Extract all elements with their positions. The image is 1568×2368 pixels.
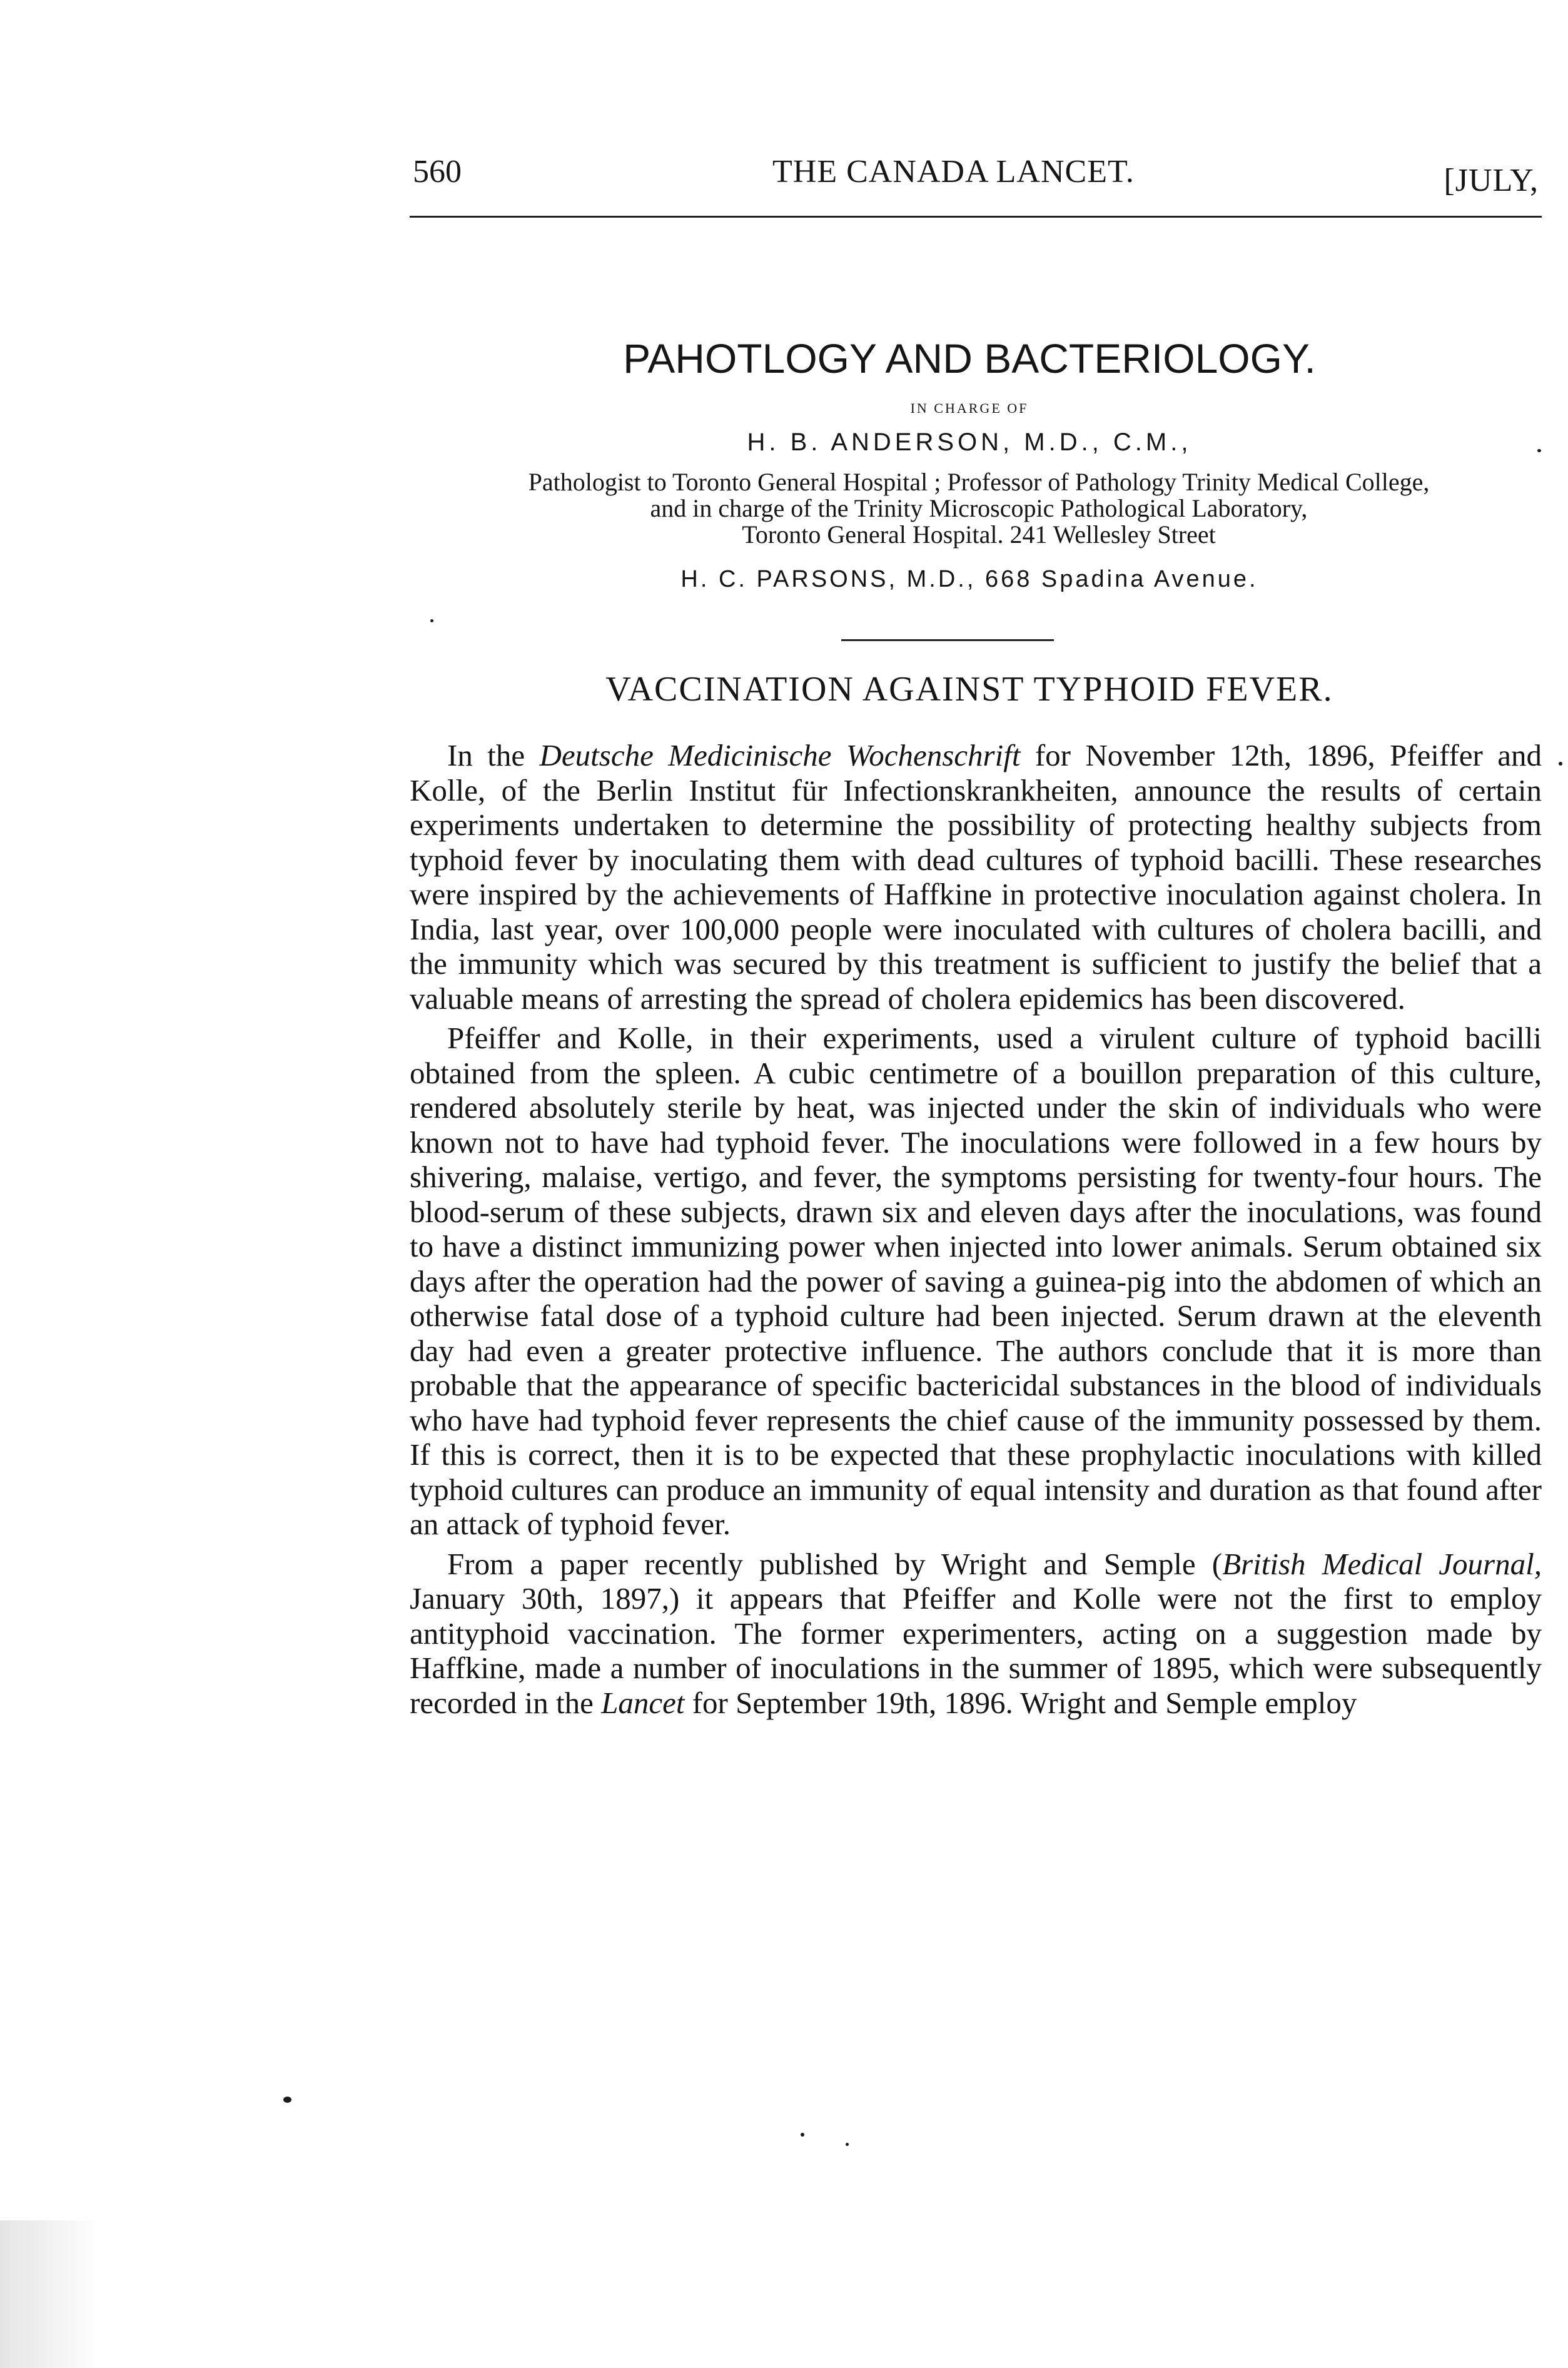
article-paragraph: Pfeiffer and Kolle, in their experiments, used a virulent culture of typhoid bacilli obtained from the spleen. A cubic centimetre of a bouillon preparation of this culture, rendered absolutely sterile by heat, was injected under the skin of individuals who were known not to have had typhoid fever. The inoculations were followed in a few hours by shivering, malaise, vertigo, and fever, the symptoms persisting for twenty-four hours. The blood-serum of these subjects, drawn six and eleven days after the inoculations, was found to have a distinct immunizing power when injected into lower animals. Serum obtained six days after the operation had the power of saving a guinea-pig into the abdomen of which an otherwise fatal dose of a typhoid culture had been injected. Serum drawn at the eleventh day had even a greater protective influence. The authors conclude that it is more than probable that the appearance of specific bactericidal substances in the blood of individuals who have had typhoid fever represents the chief cause of the immunity possessed by them. If this is correct, then it is to be expected that these prophylactic inoculations with killed typhoid cultures can produce an immunity of equal intensity and duration as that found after an attack of typhoid fever. <box>410 1021 1542 1541</box>
paragraph-text: for November 12th, 1896, Pfeiffer and Kolle, of the Berlin Institut für Infectionskrankheiten, announce the results of certain experiments undertaken to determine the possibility of protecting healthy subjects from typhoid fever by inoculating them with dead cultures of typhoid bacilli. These researches were inspired by the achievements of Haffkine in protective inoculation against cholera. In India, last year, over 100,000 people were inoculated with cultures of cholera bacilli, and the immunity which was secured by this treatment is sufficient to justify the belief that a valuable means of arresting the spread of cholera epidemics has been discovered. <box>410 738 1542 1016</box>
in-charge-label: IN CHARGE OF <box>910 400 1029 416</box>
journal-name-italic: Deutsche Medicinische Wochenschrift <box>539 738 1021 772</box>
editor-credential-line: Toronto General Hospital. 241 Wellesley Street <box>742 520 1216 549</box>
journal-title: THE CANADA LANCET. <box>772 154 1135 190</box>
paragraph-text: for September 19th, 1896. Wright and Semple employ <box>684 1685 1357 1720</box>
editor-name: H. B. ANDERSON, M.D., C.M., <box>747 428 1192 456</box>
speck-mark <box>1559 762 1562 766</box>
editor-credentials <box>407 469 1551 548</box>
article-body <box>410 738 1542 1720</box>
paragraph-text: In the <box>447 738 540 772</box>
speck-mark <box>283 2097 291 2103</box>
speck-mark <box>1537 449 1541 452</box>
article-paragraph <box>410 1547 1542 1721</box>
journal-name-italic: British Medical Journal, <box>1222 1546 1542 1581</box>
page-number: 560 <box>413 154 462 190</box>
speck-mark <box>430 619 433 622</box>
scan-edge-shadow <box>0 2220 100 2368</box>
running-head <box>413 153 1539 203</box>
speck-mark <box>801 2133 804 2137</box>
second-editor: H. C. PARSONS, M.D., 668 Spadina Avenue. <box>680 566 1258 592</box>
journal-name-italic: Lancet <box>601 1685 685 1720</box>
editor-credential-line: and in charge of the Trinity Microscopic Pathological Laboratory, <box>650 494 1308 522</box>
issue-month: [JULY, <box>1444 163 1539 198</box>
title-rule <box>841 639 1054 641</box>
section-heading: PAHOTLOGY AND BACTERIOLOGY. <box>623 335 1316 382</box>
article-paragraph <box>410 738 1542 1016</box>
header-rule <box>410 216 1542 218</box>
paragraph-text: January 30th, 1897,) it appears that Pfeiffer and Kolle were not the first to employ antityphoid vaccination. The former experimenters, acting on a suggestion made by Haffkine, made a number of inoculations in the summer of 1895, which were subsequently recorded in the <box>410 1581 1542 1720</box>
speck-mark <box>846 2143 849 2146</box>
editor-credential-line: Pathologist to Toronto General Hospital ; Professor of Pathology Trinity Medical College, <box>528 468 1430 496</box>
article-title: VACCINATION AGAINST TYPHOID FEVER. <box>605 670 1333 709</box>
paragraph-text: From a paper recently published by Wright and Semple ( <box>447 1546 1223 1581</box>
